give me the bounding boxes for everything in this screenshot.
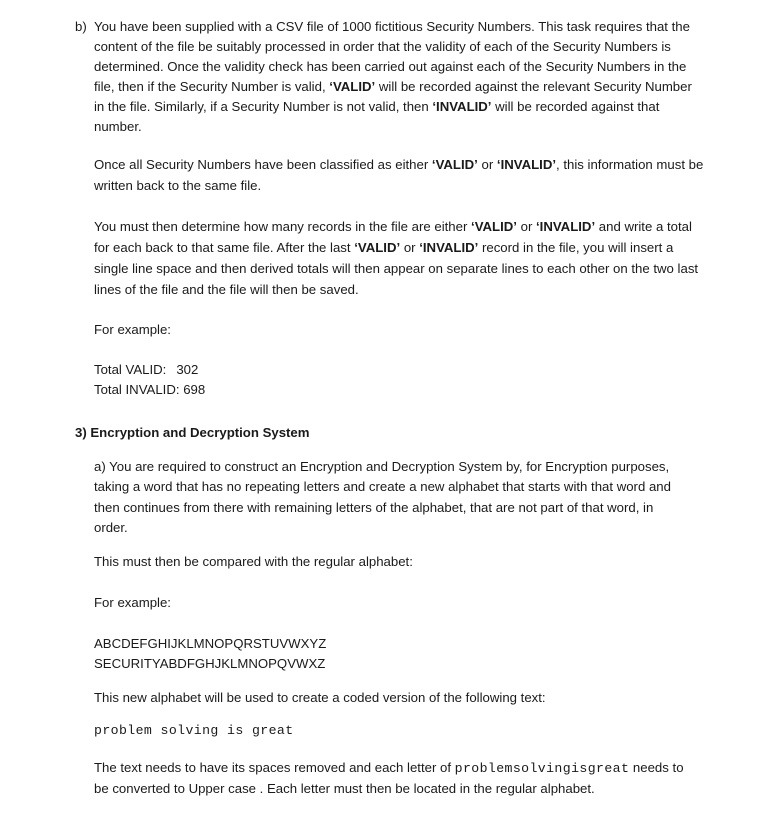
- new-alphabet: SECURITYABDFGHJKLMNOPQVWXZ: [94, 656, 326, 671]
- section-b-p3-line4: lines of the file and the file will then be saved.: [94, 282, 359, 297]
- section-b-p1-line4: [94, 77, 692, 97]
- section-3-a-line4: order.: [94, 520, 128, 535]
- compare-text: This must then be compared with the regular alphabet:: [94, 554, 413, 569]
- section-b-p3-line1: [94, 217, 692, 237]
- regular-alphabet: ABCDEFGHIJKLMNOPQRSTUVWXYZ: [94, 636, 327, 651]
- total-invalid-value: 698: [183, 382, 206, 397]
- final-line1: [94, 758, 684, 779]
- text-run: file, then if the Security Number is valid,: [94, 79, 330, 94]
- text-run: needs to: [629, 760, 684, 775]
- section-b-p3-line2: [94, 238, 673, 258]
- section-3-a-line3: then continues from there with remaining letters of the alphabet, that are not part of that word, in: [94, 500, 654, 515]
- example-label-2: For example:: [94, 595, 171, 610]
- text-run: The text needs to have its spaces removed and each letter of: [94, 760, 455, 775]
- text-run: and write a total: [595, 219, 692, 234]
- section-3-a-line2: taking a word that has no repeating letters and create a new alphabet that starts with that word and: [94, 479, 671, 494]
- valid-keyword: ‘VALID’: [471, 219, 517, 234]
- text-run: in the file. Similarly, if a Security Number is not valid, then: [94, 99, 433, 114]
- section-3-heading: 3) Encryption and Decryption System: [75, 425, 310, 440]
- section-b-p1-line3: determined. Once the validity check has been carried out against each of the Security Numbers in the: [94, 59, 687, 74]
- section-b-marker: b): [75, 19, 87, 34]
- text-run: or: [400, 240, 420, 255]
- text-run: will be recorded against the relevant Security Number: [378, 79, 692, 94]
- section-b-p1-line5: [94, 97, 659, 117]
- new-alphabet-text: This new alphabet will be used to create a coded version of the following text:: [94, 690, 546, 705]
- text-run: , this information must be: [556, 157, 704, 172]
- section-b-p1-line1: You have been supplied with a CSV file of 1000 fictitious Security Numbers. This task requires that the: [94, 19, 690, 34]
- invalid-keyword: ‘INVALID’: [432, 99, 492, 114]
- text-run: You must then determine how many records in the file are either: [94, 219, 472, 234]
- final-line2: be converted to Upper case . Each letter must then be located in the regular alphabet.: [94, 781, 595, 796]
- total-valid-value: 302: [176, 362, 199, 377]
- section-3-a-line1: a) You are required to construct an Encryption and Decryption System by, for Encryption purposes,: [94, 459, 670, 474]
- valid-keyword: ‘VALID’: [329, 79, 376, 94]
- total-invalid-line: [94, 380, 205, 400]
- invalid-keyword: ‘INVALID’: [496, 157, 557, 172]
- section-b-p1-line6: number.: [94, 119, 142, 134]
- text-run: record in the file, you will insert a: [478, 240, 674, 255]
- text-run: or: [516, 219, 537, 234]
- valid-keyword: ‘VALID’: [431, 157, 478, 172]
- text-run: will be recorded against that: [491, 99, 660, 114]
- section-b-p3-line3: single line space and then derived totals will then appear on separate lines to each other on the two last: [94, 261, 699, 276]
- example-label: For example:: [94, 322, 171, 337]
- total-valid-label: Total VALID:: [94, 362, 167, 377]
- section-b-p2-line2: written back to the same file.: [94, 178, 262, 193]
- invalid-keyword: ‘INVALID’: [536, 219, 596, 234]
- section-b-p2-line1: [94, 155, 703, 175]
- code-text: problemsolvingisgreat: [454, 761, 630, 776]
- sample-text: problem solving is great: [94, 723, 294, 738]
- total-invalid-label: Total INVALID:: [94, 382, 180, 397]
- invalid-keyword: ‘INVALID’: [419, 240, 479, 255]
- section-b-p1-line2: content of the file be suitably processed in order that the validity of each of the Security Numbers is: [94, 39, 671, 54]
- valid-keyword: ‘VALID’: [354, 240, 401, 255]
- text-run: or: [477, 157, 497, 172]
- text-run: Once all Security Numbers have been classified as either: [94, 157, 432, 172]
- total-valid-line: [94, 360, 198, 380]
- text-run: for each back to that same file. After the last: [94, 240, 355, 255]
